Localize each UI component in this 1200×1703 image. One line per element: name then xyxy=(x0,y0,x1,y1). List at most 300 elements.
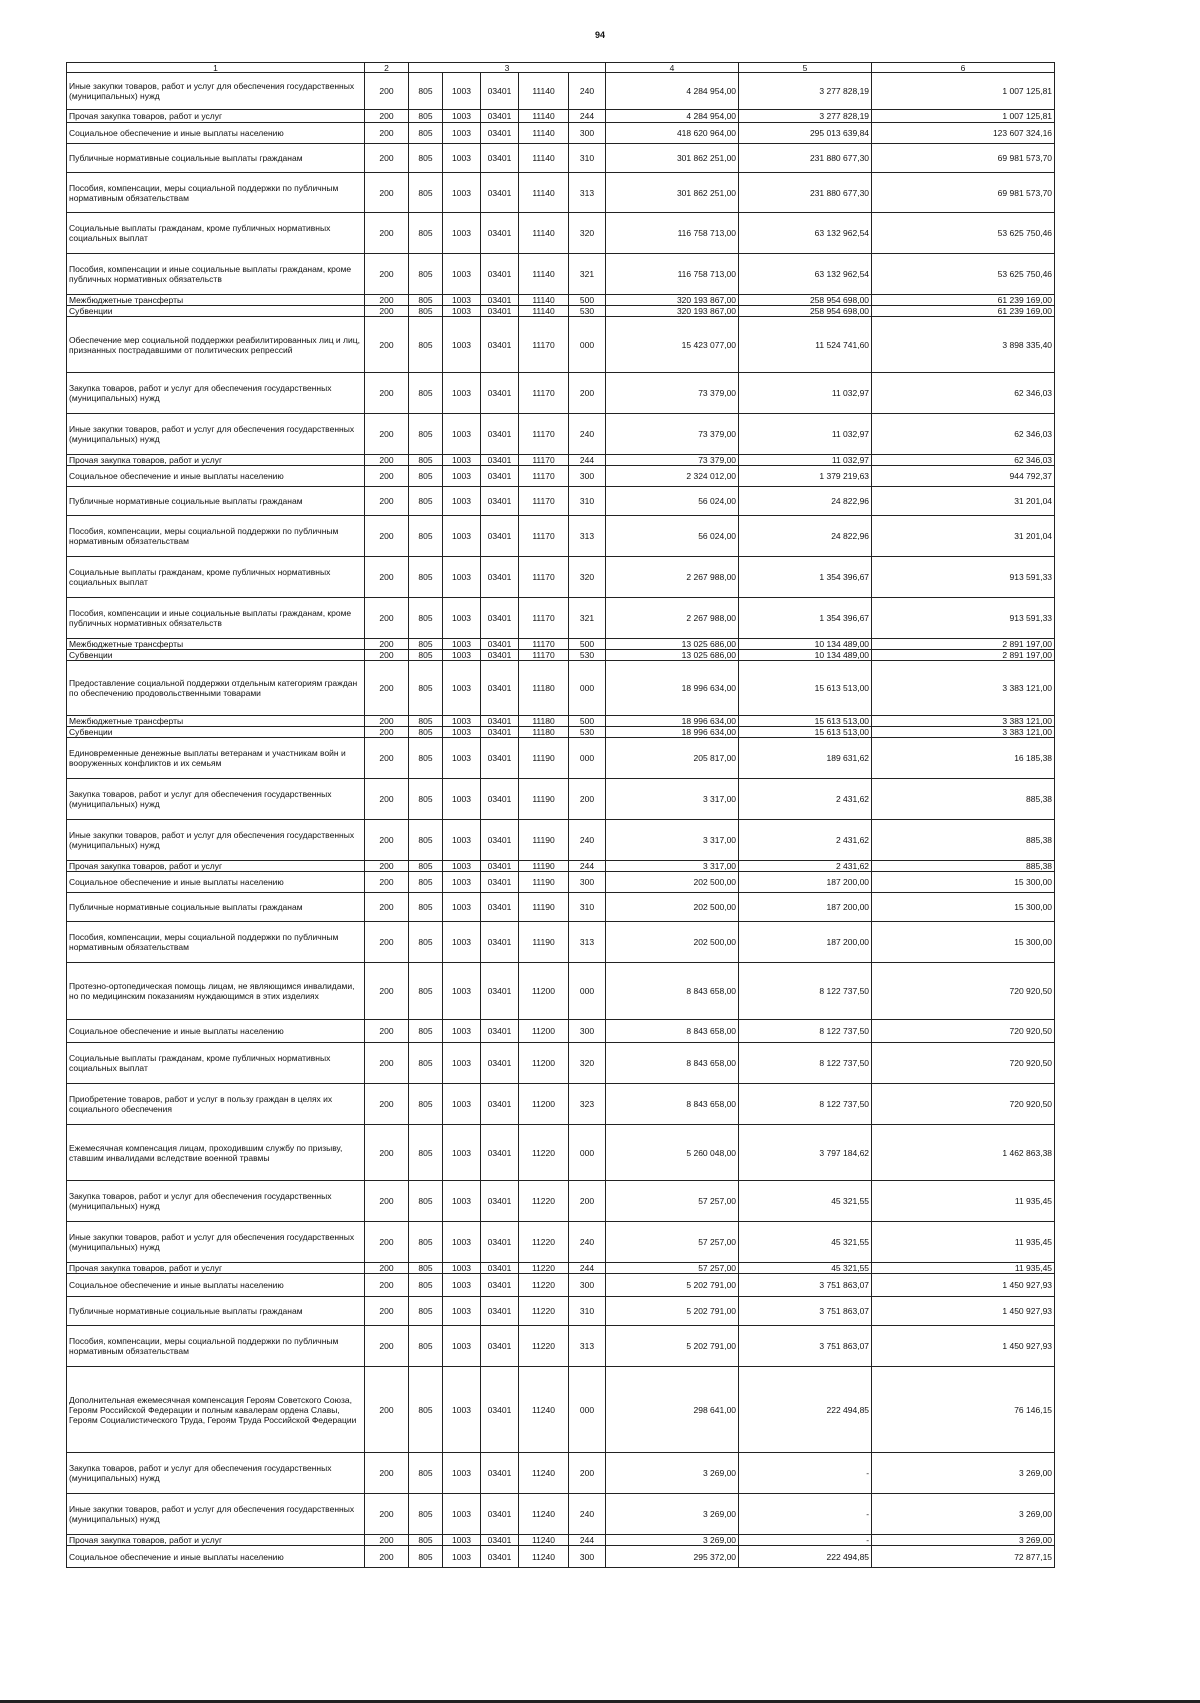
table-row xyxy=(67,1535,1055,1546)
code-program: 03401 xyxy=(481,557,519,598)
code-admin: 200 xyxy=(365,414,409,455)
code-direction: 11240 xyxy=(519,1535,569,1546)
amount-col-5: 45 321,55 xyxy=(739,1263,872,1274)
amount-col-6: 3 383 121,00 xyxy=(872,716,1055,727)
code-section: 1003 xyxy=(443,1125,481,1181)
code-expense-type: 000 xyxy=(569,1367,606,1453)
code-program: 03401 xyxy=(481,1367,519,1453)
amount-col-5: - xyxy=(739,1453,872,1494)
table-row xyxy=(67,123,1055,144)
amount-col-6: 31 201,04 xyxy=(872,487,1055,516)
amount-col-5: 2 431,62 xyxy=(739,820,872,861)
amount-col-6: 913 591,33 xyxy=(872,557,1055,598)
code-direction: 11190 xyxy=(519,893,569,922)
code-direction: 11140 xyxy=(519,73,569,110)
code-direction: 11200 xyxy=(519,1043,569,1084)
code-direction: 11170 xyxy=(519,317,569,373)
table-row xyxy=(67,738,1055,779)
code-expense-type: 244 xyxy=(569,455,606,466)
row-description: Субвенции xyxy=(67,650,365,661)
row-description: Иные закупки товаров, работ и услуг для обеспечения государственных (муниципальных) нужд xyxy=(67,820,365,861)
code-program: 03401 xyxy=(481,820,519,861)
row-description: Прочая закупка товаров, работ и услуг xyxy=(67,110,365,123)
amount-col-6: 720 920,50 xyxy=(872,1084,1055,1125)
row-description: Субвенции xyxy=(67,306,365,317)
code-expense-type: 200 xyxy=(569,779,606,820)
amount-col-6: 913 591,33 xyxy=(872,598,1055,639)
code-direction: 11140 xyxy=(519,213,569,254)
code-section: 1003 xyxy=(443,254,481,295)
column-number-row xyxy=(67,63,1055,73)
code-section: 1003 xyxy=(443,317,481,373)
code-section: 1003 xyxy=(443,306,481,317)
amount-col-4: 5 202 791,00 xyxy=(606,1297,739,1326)
amount-col-6: 11 935,45 xyxy=(872,1263,1055,1274)
amount-col-4: 13 025 686,00 xyxy=(606,639,739,650)
amount-col-6: 53 625 750,46 xyxy=(872,213,1055,254)
table-row xyxy=(67,1125,1055,1181)
code-department: 805 xyxy=(409,650,443,661)
code-admin: 200 xyxy=(365,1546,409,1568)
code-admin: 200 xyxy=(365,144,409,173)
code-program: 03401 xyxy=(481,306,519,317)
amount-col-4: 418 620 964,00 xyxy=(606,123,739,144)
code-direction: 11140 xyxy=(519,306,569,317)
code-section: 1003 xyxy=(443,1043,481,1084)
amount-col-6: 16 185,38 xyxy=(872,738,1055,779)
code-program: 03401 xyxy=(481,1535,519,1546)
code-expense-type: 313 xyxy=(569,922,606,963)
table-row xyxy=(67,295,1055,306)
row-description: Социальное обеспечение и иные выплаты населению xyxy=(67,123,365,144)
amount-col-5: 8 122 737,50 xyxy=(739,1020,872,1043)
code-section: 1003 xyxy=(443,872,481,893)
amount-col-6: 3 269,00 xyxy=(872,1494,1055,1535)
code-section: 1003 xyxy=(443,1453,481,1494)
code-department: 805 xyxy=(409,1274,443,1297)
table-row xyxy=(67,373,1055,414)
code-admin: 200 xyxy=(365,110,409,123)
amount-col-5: 222 494,85 xyxy=(739,1367,872,1453)
code-department: 805 xyxy=(409,487,443,516)
code-direction: 11220 xyxy=(519,1274,569,1297)
code-direction: 11170 xyxy=(519,557,569,598)
column-header-6: 6 xyxy=(872,63,1055,73)
code-direction: 11200 xyxy=(519,1020,569,1043)
code-direction: 11180 xyxy=(519,716,569,727)
row-description: Социальные выплаты гражданам, кроме публичных нормативных социальных выплат xyxy=(67,557,365,598)
code-direction: 11140 xyxy=(519,254,569,295)
amount-col-4: 116 758 713,00 xyxy=(606,213,739,254)
table-row xyxy=(67,1084,1055,1125)
code-expense-type: 300 xyxy=(569,466,606,487)
code-admin: 200 xyxy=(365,487,409,516)
amount-col-4: 3 269,00 xyxy=(606,1494,739,1535)
code-department: 805 xyxy=(409,1535,443,1546)
code-program: 03401 xyxy=(481,861,519,872)
code-department: 805 xyxy=(409,661,443,716)
code-direction: 11170 xyxy=(519,466,569,487)
code-program: 03401 xyxy=(481,779,519,820)
row-description: Иные закупки товаров, работ и услуг для обеспечения государственных (муниципальных) нужд xyxy=(67,414,365,455)
amount-col-6: 720 920,50 xyxy=(872,1043,1055,1084)
code-department: 805 xyxy=(409,598,443,639)
code-direction: 11170 xyxy=(519,598,569,639)
row-description: Межбюджетные трансферты xyxy=(67,639,365,650)
code-direction: 11170 xyxy=(519,650,569,661)
amount-col-4: 13 025 686,00 xyxy=(606,650,739,661)
code-direction: 11220 xyxy=(519,1125,569,1181)
table-row xyxy=(67,1453,1055,1494)
table-row xyxy=(67,779,1055,820)
code-admin: 200 xyxy=(365,598,409,639)
code-section: 1003 xyxy=(443,1535,481,1546)
code-department: 805 xyxy=(409,779,443,820)
code-department: 805 xyxy=(409,963,443,1020)
amount-col-4: 2 324 012,00 xyxy=(606,466,739,487)
table-row xyxy=(67,173,1055,213)
amount-col-5: 189 631,62 xyxy=(739,738,872,779)
amount-col-6: 1 462 863,38 xyxy=(872,1125,1055,1181)
code-program: 03401 xyxy=(481,1222,519,1263)
amount-col-6: 1 007 125,81 xyxy=(872,73,1055,110)
code-direction: 11190 xyxy=(519,861,569,872)
amount-col-6: 2 891 197,00 xyxy=(872,650,1055,661)
code-section: 1003 xyxy=(443,922,481,963)
code-section: 1003 xyxy=(443,73,481,110)
amount-col-6: 123 607 324,16 xyxy=(872,123,1055,144)
amount-col-5: 45 321,55 xyxy=(739,1181,872,1222)
table-row xyxy=(67,1326,1055,1367)
code-admin: 200 xyxy=(365,1263,409,1274)
code-program: 03401 xyxy=(481,373,519,414)
code-direction: 11170 xyxy=(519,516,569,557)
code-admin: 200 xyxy=(365,963,409,1020)
code-program: 03401 xyxy=(481,110,519,123)
amount-col-5: 3 797 184,62 xyxy=(739,1125,872,1181)
code-program: 03401 xyxy=(481,455,519,466)
amount-col-6: 885,38 xyxy=(872,861,1055,872)
code-expense-type: 240 xyxy=(569,1494,606,1535)
code-expense-type: 240 xyxy=(569,73,606,110)
row-description: Социальное обеспечение и иные выплаты населению xyxy=(67,1546,365,1568)
table-row xyxy=(67,1546,1055,1568)
code-expense-type: 000 xyxy=(569,963,606,1020)
code-admin: 200 xyxy=(365,306,409,317)
code-expense-type: 320 xyxy=(569,557,606,598)
row-description: Публичные нормативные социальные выплаты гражданам xyxy=(67,144,365,173)
amount-col-4: 2 267 988,00 xyxy=(606,557,739,598)
code-direction: 11220 xyxy=(519,1222,569,1263)
row-description: Приобретение товаров, работ и услуг в пользу граждан в целях их социального обеспечения xyxy=(67,1084,365,1125)
table-row xyxy=(67,1222,1055,1263)
code-section: 1003 xyxy=(443,373,481,414)
table-row xyxy=(67,487,1055,516)
code-department: 805 xyxy=(409,123,443,144)
table-row xyxy=(67,1297,1055,1326)
amount-col-5: - xyxy=(739,1535,872,1546)
table-row xyxy=(67,1274,1055,1297)
table-row xyxy=(67,414,1055,455)
code-expense-type: 300 xyxy=(569,1274,606,1297)
code-direction: 11140 xyxy=(519,295,569,306)
row-description: Социальные выплаты гражданам, кроме публичных нормативных социальных выплат xyxy=(67,213,365,254)
code-program: 03401 xyxy=(481,295,519,306)
row-description: Публичные нормативные социальные выплаты гражданам xyxy=(67,1297,365,1326)
amount-col-4: 73 379,00 xyxy=(606,455,739,466)
code-expense-type: 310 xyxy=(569,1297,606,1326)
code-section: 1003 xyxy=(443,123,481,144)
amount-col-5: 24 822,96 xyxy=(739,516,872,557)
code-section: 1003 xyxy=(443,455,481,466)
code-section: 1003 xyxy=(443,716,481,727)
code-program: 03401 xyxy=(481,716,519,727)
amount-col-4: 5 260 048,00 xyxy=(606,1125,739,1181)
code-department: 805 xyxy=(409,1453,443,1494)
code-admin: 200 xyxy=(365,779,409,820)
row-description: Социальное обеспечение и иные выплаты населению xyxy=(67,872,365,893)
row-description: Прочая закупка товаров, работ и услуг xyxy=(67,1535,365,1546)
amount-col-4: 205 817,00 xyxy=(606,738,739,779)
code-direction: 11170 xyxy=(519,487,569,516)
amount-col-6: 61 239 169,00 xyxy=(872,306,1055,317)
code-department: 805 xyxy=(409,455,443,466)
code-section: 1003 xyxy=(443,893,481,922)
table-row xyxy=(67,254,1055,295)
row-description: Социальное обеспечение и иные выплаты населению xyxy=(67,1274,365,1297)
amount-col-6: 1 450 927,93 xyxy=(872,1326,1055,1367)
code-section: 1003 xyxy=(443,144,481,173)
code-department: 805 xyxy=(409,1326,443,1367)
table-row xyxy=(67,598,1055,639)
table-row xyxy=(67,1043,1055,1084)
amount-col-4: 2 267 988,00 xyxy=(606,598,739,639)
code-department: 805 xyxy=(409,213,443,254)
amount-col-4: 8 843 658,00 xyxy=(606,1084,739,1125)
amount-col-4: 5 202 791,00 xyxy=(606,1326,739,1367)
row-description: Субвенции xyxy=(67,727,365,738)
code-program: 03401 xyxy=(481,1453,519,1494)
code-admin: 200 xyxy=(365,639,409,650)
code-section: 1003 xyxy=(443,738,481,779)
code-direction: 11190 xyxy=(519,872,569,893)
amount-col-4: 8 843 658,00 xyxy=(606,1043,739,1084)
code-expense-type: 240 xyxy=(569,820,606,861)
code-program: 03401 xyxy=(481,598,519,639)
row-description: Межбюджетные трансферты xyxy=(67,716,365,727)
amount-col-5: 187 200,00 xyxy=(739,872,872,893)
amount-col-5: 222 494,85 xyxy=(739,1546,872,1568)
code-expense-type: 200 xyxy=(569,1181,606,1222)
amount-col-4: 3 317,00 xyxy=(606,861,739,872)
code-department: 805 xyxy=(409,306,443,317)
code-direction: 11220 xyxy=(519,1297,569,1326)
amount-col-6: 69 981 573,70 xyxy=(872,173,1055,213)
code-expense-type: 000 xyxy=(569,738,606,779)
amount-col-4: 116 758 713,00 xyxy=(606,254,739,295)
row-description: Предоставление социальной поддержки отдельным категориям граждан по обеспечению продовольственными товарами xyxy=(67,661,365,716)
column-header-1: 1 xyxy=(67,63,365,73)
amount-col-5: 45 321,55 xyxy=(739,1222,872,1263)
amount-col-4: 295 372,00 xyxy=(606,1546,739,1568)
amount-col-5: 8 122 737,50 xyxy=(739,1043,872,1084)
amount-col-6: 62 346,03 xyxy=(872,373,1055,414)
amount-col-5: 2 431,62 xyxy=(739,779,872,820)
amount-col-4: 4 284 954,00 xyxy=(606,110,739,123)
code-program: 03401 xyxy=(481,123,519,144)
code-admin: 200 xyxy=(365,872,409,893)
code-admin: 200 xyxy=(365,1020,409,1043)
code-program: 03401 xyxy=(481,1263,519,1274)
code-department: 805 xyxy=(409,254,443,295)
code-admin: 200 xyxy=(365,317,409,373)
code-program: 03401 xyxy=(481,1181,519,1222)
code-program: 03401 xyxy=(481,1494,519,1535)
code-direction: 11140 xyxy=(519,173,569,213)
code-expense-type: 000 xyxy=(569,661,606,716)
code-program: 03401 xyxy=(481,727,519,738)
table-row xyxy=(67,455,1055,466)
code-program: 03401 xyxy=(481,893,519,922)
code-admin: 200 xyxy=(365,1297,409,1326)
code-department: 805 xyxy=(409,1222,443,1263)
code-section: 1003 xyxy=(443,516,481,557)
amount-col-4: 8 843 658,00 xyxy=(606,1020,739,1043)
code-admin: 200 xyxy=(365,738,409,779)
amount-col-6: 62 346,03 xyxy=(872,414,1055,455)
code-department: 805 xyxy=(409,716,443,727)
code-program: 03401 xyxy=(481,963,519,1020)
code-direction: 11180 xyxy=(519,661,569,716)
code-section: 1003 xyxy=(443,295,481,306)
code-direction: 11190 xyxy=(519,922,569,963)
code-expense-type: 310 xyxy=(569,893,606,922)
row-description: Иные закупки товаров, работ и услуг для обеспечения государственных (муниципальных) нужд xyxy=(67,1494,365,1535)
code-program: 03401 xyxy=(481,872,519,893)
code-department: 805 xyxy=(409,144,443,173)
amount-col-4: 73 379,00 xyxy=(606,414,739,455)
code-direction: 11140 xyxy=(519,144,569,173)
code-section: 1003 xyxy=(443,1263,481,1274)
amount-col-4: 4 284 954,00 xyxy=(606,73,739,110)
code-section: 1003 xyxy=(443,1222,481,1263)
row-description: Единовременные денежные выплаты ветеранам и участникам войн и вооруженных конфликтов и их семьям xyxy=(67,738,365,779)
code-section: 1003 xyxy=(443,650,481,661)
code-department: 805 xyxy=(409,173,443,213)
code-admin: 200 xyxy=(365,516,409,557)
amount-col-6: 76 146,15 xyxy=(872,1367,1055,1453)
code-direction: 11240 xyxy=(519,1367,569,1453)
code-admin: 200 xyxy=(365,820,409,861)
code-admin: 200 xyxy=(365,295,409,306)
code-direction: 11200 xyxy=(519,963,569,1020)
row-description: Дополнительная ежемесячная компенсация Героям Советского Союза, Героям Российской Федерации и полным кавалерам ордена Славы, Героям Социалистического Труда, Героям Труда Российской Федерации xyxy=(67,1367,365,1453)
table-row xyxy=(67,650,1055,661)
code-expense-type: 530 xyxy=(569,306,606,317)
amount-col-5: 11 032,97 xyxy=(739,414,872,455)
code-section: 1003 xyxy=(443,1546,481,1568)
code-admin: 200 xyxy=(365,1222,409,1263)
amount-col-5: 187 200,00 xyxy=(739,893,872,922)
amount-col-4: 3 317,00 xyxy=(606,820,739,861)
code-department: 805 xyxy=(409,1297,443,1326)
amount-col-5: 1 354 396,67 xyxy=(739,598,872,639)
code-program: 03401 xyxy=(481,738,519,779)
code-admin: 200 xyxy=(365,1367,409,1453)
amount-col-5: 1 354 396,67 xyxy=(739,557,872,598)
amount-col-6: 53 625 750,46 xyxy=(872,254,1055,295)
code-expense-type: 310 xyxy=(569,144,606,173)
amount-col-5: 10 134 489,00 xyxy=(739,650,872,661)
amount-col-6: 720 920,50 xyxy=(872,1020,1055,1043)
table-row xyxy=(67,110,1055,123)
code-section: 1003 xyxy=(443,1181,481,1222)
code-department: 805 xyxy=(409,893,443,922)
code-department: 805 xyxy=(409,317,443,373)
table-row xyxy=(67,73,1055,110)
amount-col-5: 3 751 863,07 xyxy=(739,1297,872,1326)
code-expense-type: 200 xyxy=(569,373,606,414)
row-description: Пособия, компенсации, меры социальной поддержки по публичным нормативным обязательствам xyxy=(67,1326,365,1367)
code-department: 805 xyxy=(409,373,443,414)
amount-col-5: 258 954 698,00 xyxy=(739,306,872,317)
row-description: Пособия, компенсации, меры социальной поддержки по публичным нормативным обязательствам xyxy=(67,516,365,557)
amount-col-5: 11 524 741,60 xyxy=(739,317,872,373)
code-admin: 200 xyxy=(365,1274,409,1297)
amount-col-6: 3 898 335,40 xyxy=(872,317,1055,373)
code-admin: 200 xyxy=(365,1453,409,1494)
code-expense-type: 530 xyxy=(569,727,606,738)
amount-col-4: 202 500,00 xyxy=(606,922,739,963)
code-section: 1003 xyxy=(443,466,481,487)
amount-col-5: 3 751 863,07 xyxy=(739,1274,872,1297)
code-admin: 200 xyxy=(365,1326,409,1367)
table-row xyxy=(67,516,1055,557)
column-header-3: 3 xyxy=(409,63,606,73)
code-expense-type: 244 xyxy=(569,110,606,123)
code-section: 1003 xyxy=(443,213,481,254)
code-section: 1003 xyxy=(443,414,481,455)
code-section: 1003 xyxy=(443,557,481,598)
code-expense-type: 500 xyxy=(569,639,606,650)
code-expense-type: 320 xyxy=(569,213,606,254)
code-program: 03401 xyxy=(481,516,519,557)
row-description: Иные закупки товаров, работ и услуг для обеспечения государственных (муниципальных) нужд xyxy=(67,1222,365,1263)
amount-col-5: 24 822,96 xyxy=(739,487,872,516)
code-department: 805 xyxy=(409,922,443,963)
code-admin: 200 xyxy=(365,213,409,254)
code-admin: 200 xyxy=(365,1181,409,1222)
amount-col-6: 11 935,45 xyxy=(872,1181,1055,1222)
code-section: 1003 xyxy=(443,727,481,738)
amount-col-6: 31 201,04 xyxy=(872,516,1055,557)
code-admin: 200 xyxy=(365,727,409,738)
code-admin: 200 xyxy=(365,1535,409,1546)
code-direction: 11190 xyxy=(519,779,569,820)
code-program: 03401 xyxy=(481,661,519,716)
code-expense-type: 320 xyxy=(569,1043,606,1084)
code-direction: 11170 xyxy=(519,373,569,414)
code-expense-type: 323 xyxy=(569,1084,606,1125)
table-row xyxy=(67,893,1055,922)
amount-col-4: 8 843 658,00 xyxy=(606,963,739,1020)
amount-col-5: 63 132 962,54 xyxy=(739,213,872,254)
amount-col-6: 2 891 197,00 xyxy=(872,639,1055,650)
column-header-5: 5 xyxy=(739,63,872,73)
row-description: Закупка товаров, работ и услуг для обеспечения государственных (муниципальных) нужд xyxy=(67,779,365,820)
code-admin: 200 xyxy=(365,557,409,598)
code-department: 805 xyxy=(409,1043,443,1084)
